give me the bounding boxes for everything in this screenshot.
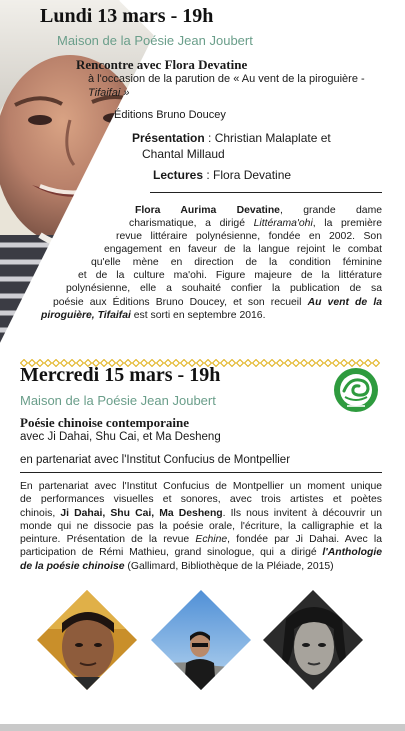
readings-label: Lectures — [153, 168, 204, 182]
footer-bar — [0, 724, 405, 731]
desc-line-4: monde qui ne dissocie pas la poésie orale, l'écriture, la calligraphie et la — [20, 520, 382, 532]
bio-line-1 — [135, 204, 382, 217]
event2-venue: Maison de la Poésie Jean Joubert — [20, 393, 216, 408]
event1-venue: Maison de la Poésie Jean Joubert — [57, 33, 253, 48]
bio-line-8 — [53, 296, 382, 309]
bio-line-7: polynésienne, elle a souhaité confier la publication de sa — [66, 283, 382, 294]
desc-line-6 — [20, 546, 382, 559]
event2-title: Poésie chinoise contemporaine — [20, 415, 189, 430]
event1-presentation — [132, 131, 331, 145]
desc-text: (Gallimard, Bibliothèque de la Pléiade, 2015) — [124, 560, 334, 572]
event1-occasion-line2: Tifaifai » — [88, 87, 130, 99]
bio-line-6: et de la culture ma'ohi. Figure majeure de la littérature — [78, 270, 382, 281]
event1-presentation-names-2: Chantal Millaud — [142, 147, 225, 161]
desc-review-title: Echine — [195, 534, 228, 546]
bio-line-9 — [41, 309, 265, 322]
artist-photo-1 — [36, 589, 138, 691]
desc-text: peinture. Présentation de la revue — [20, 534, 196, 546]
desc-anthology-title: de la poésie chinoise — [20, 560, 125, 572]
bio-text: , la première — [312, 218, 382, 229]
event1-date-heading: Lundi 13 mars - 19h — [40, 5, 214, 27]
desc-line-1: En partenariat avec l'Institut Confucius de Montpellier un moment unique — [20, 481, 382, 492]
event1-occasion-line1: à l'occasion de la parution de « Au vent de la piroguière - — [88, 73, 365, 85]
bio-line-5: qu'elle mène en direction de la condition féminine — [91, 257, 382, 268]
readings-name: : Flora Devatine — [203, 168, 292, 182]
bio-author-name: Flora Aurima Devatine — [135, 205, 280, 216]
confucius-institute-logo — [333, 367, 379, 413]
bio-book-title: piroguière, Tifaifai — [41, 310, 131, 321]
presentation-label: Présentation — [132, 131, 205, 145]
desc-artists: Ji Dahai, Shu Cai, Ma Desheng — [60, 507, 223, 519]
bio-text: poésie aux Éditions Bruno Doucey, et son recueil — [53, 297, 308, 308]
bio-line-2 — [129, 217, 382, 230]
event1-divider — [150, 192, 382, 193]
bio-line-3: revue littéraire polynésienne, fondée en 2002. Son — [116, 231, 382, 242]
event1-title: Rencontre avec Flora Devatine — [76, 57, 248, 72]
event2-partnership-line: en partenariat avec l'Institut Confucius de Montpellier — [20, 454, 291, 466]
bio-line-4: engagement en faveur de la langue rejoint le combat — [104, 244, 382, 255]
presentation-names-1: : Christian Malaplate et — [204, 131, 331, 145]
event2-with-line: avec Ji Dahai, Shu Cai, et Ma Desheng — [20, 431, 221, 443]
event1-readings — [153, 168, 291, 182]
bio-book-title: Au vent de la — [307, 297, 382, 308]
bio-text: , grande dame — [279, 205, 382, 216]
desc-text: chinois, — [20, 507, 61, 519]
desc-text: participation de Rémi Mathieu, grand sinologue, qui a dirigé — [20, 547, 323, 559]
desc-text: . Ils nous invitent à découvrir un — [222, 507, 382, 519]
event2-date-heading: Mercredi 15 mars - 19h — [20, 364, 221, 386]
desc-line-7 — [20, 560, 382, 573]
artist-photo-3 — [262, 589, 364, 691]
bio-review-title: Littérama'ohi — [253, 218, 313, 229]
desc-line-2: de performances visuelles et sonores, avec trois artistes et poètes — [20, 494, 382, 506]
desc-line-3 — [20, 507, 382, 520]
desc-text: , fondée par Ji Dahai. Avec la — [227, 534, 382, 546]
event2-divider — [20, 472, 382, 473]
event1-publisher: Éditions Bruno Doucey — [114, 109, 226, 121]
desc-line-5 — [20, 533, 382, 546]
bio-text: charismatique, a dirigé — [129, 218, 254, 229]
desc-anthology-title: l'Anthologie — [322, 547, 382, 559]
artist-photo-2 — [150, 589, 252, 691]
section-separator — [20, 354, 380, 362]
bio-text: est sorti en septembre 2016. — [130, 310, 266, 321]
event2-description — [20, 480, 382, 573]
